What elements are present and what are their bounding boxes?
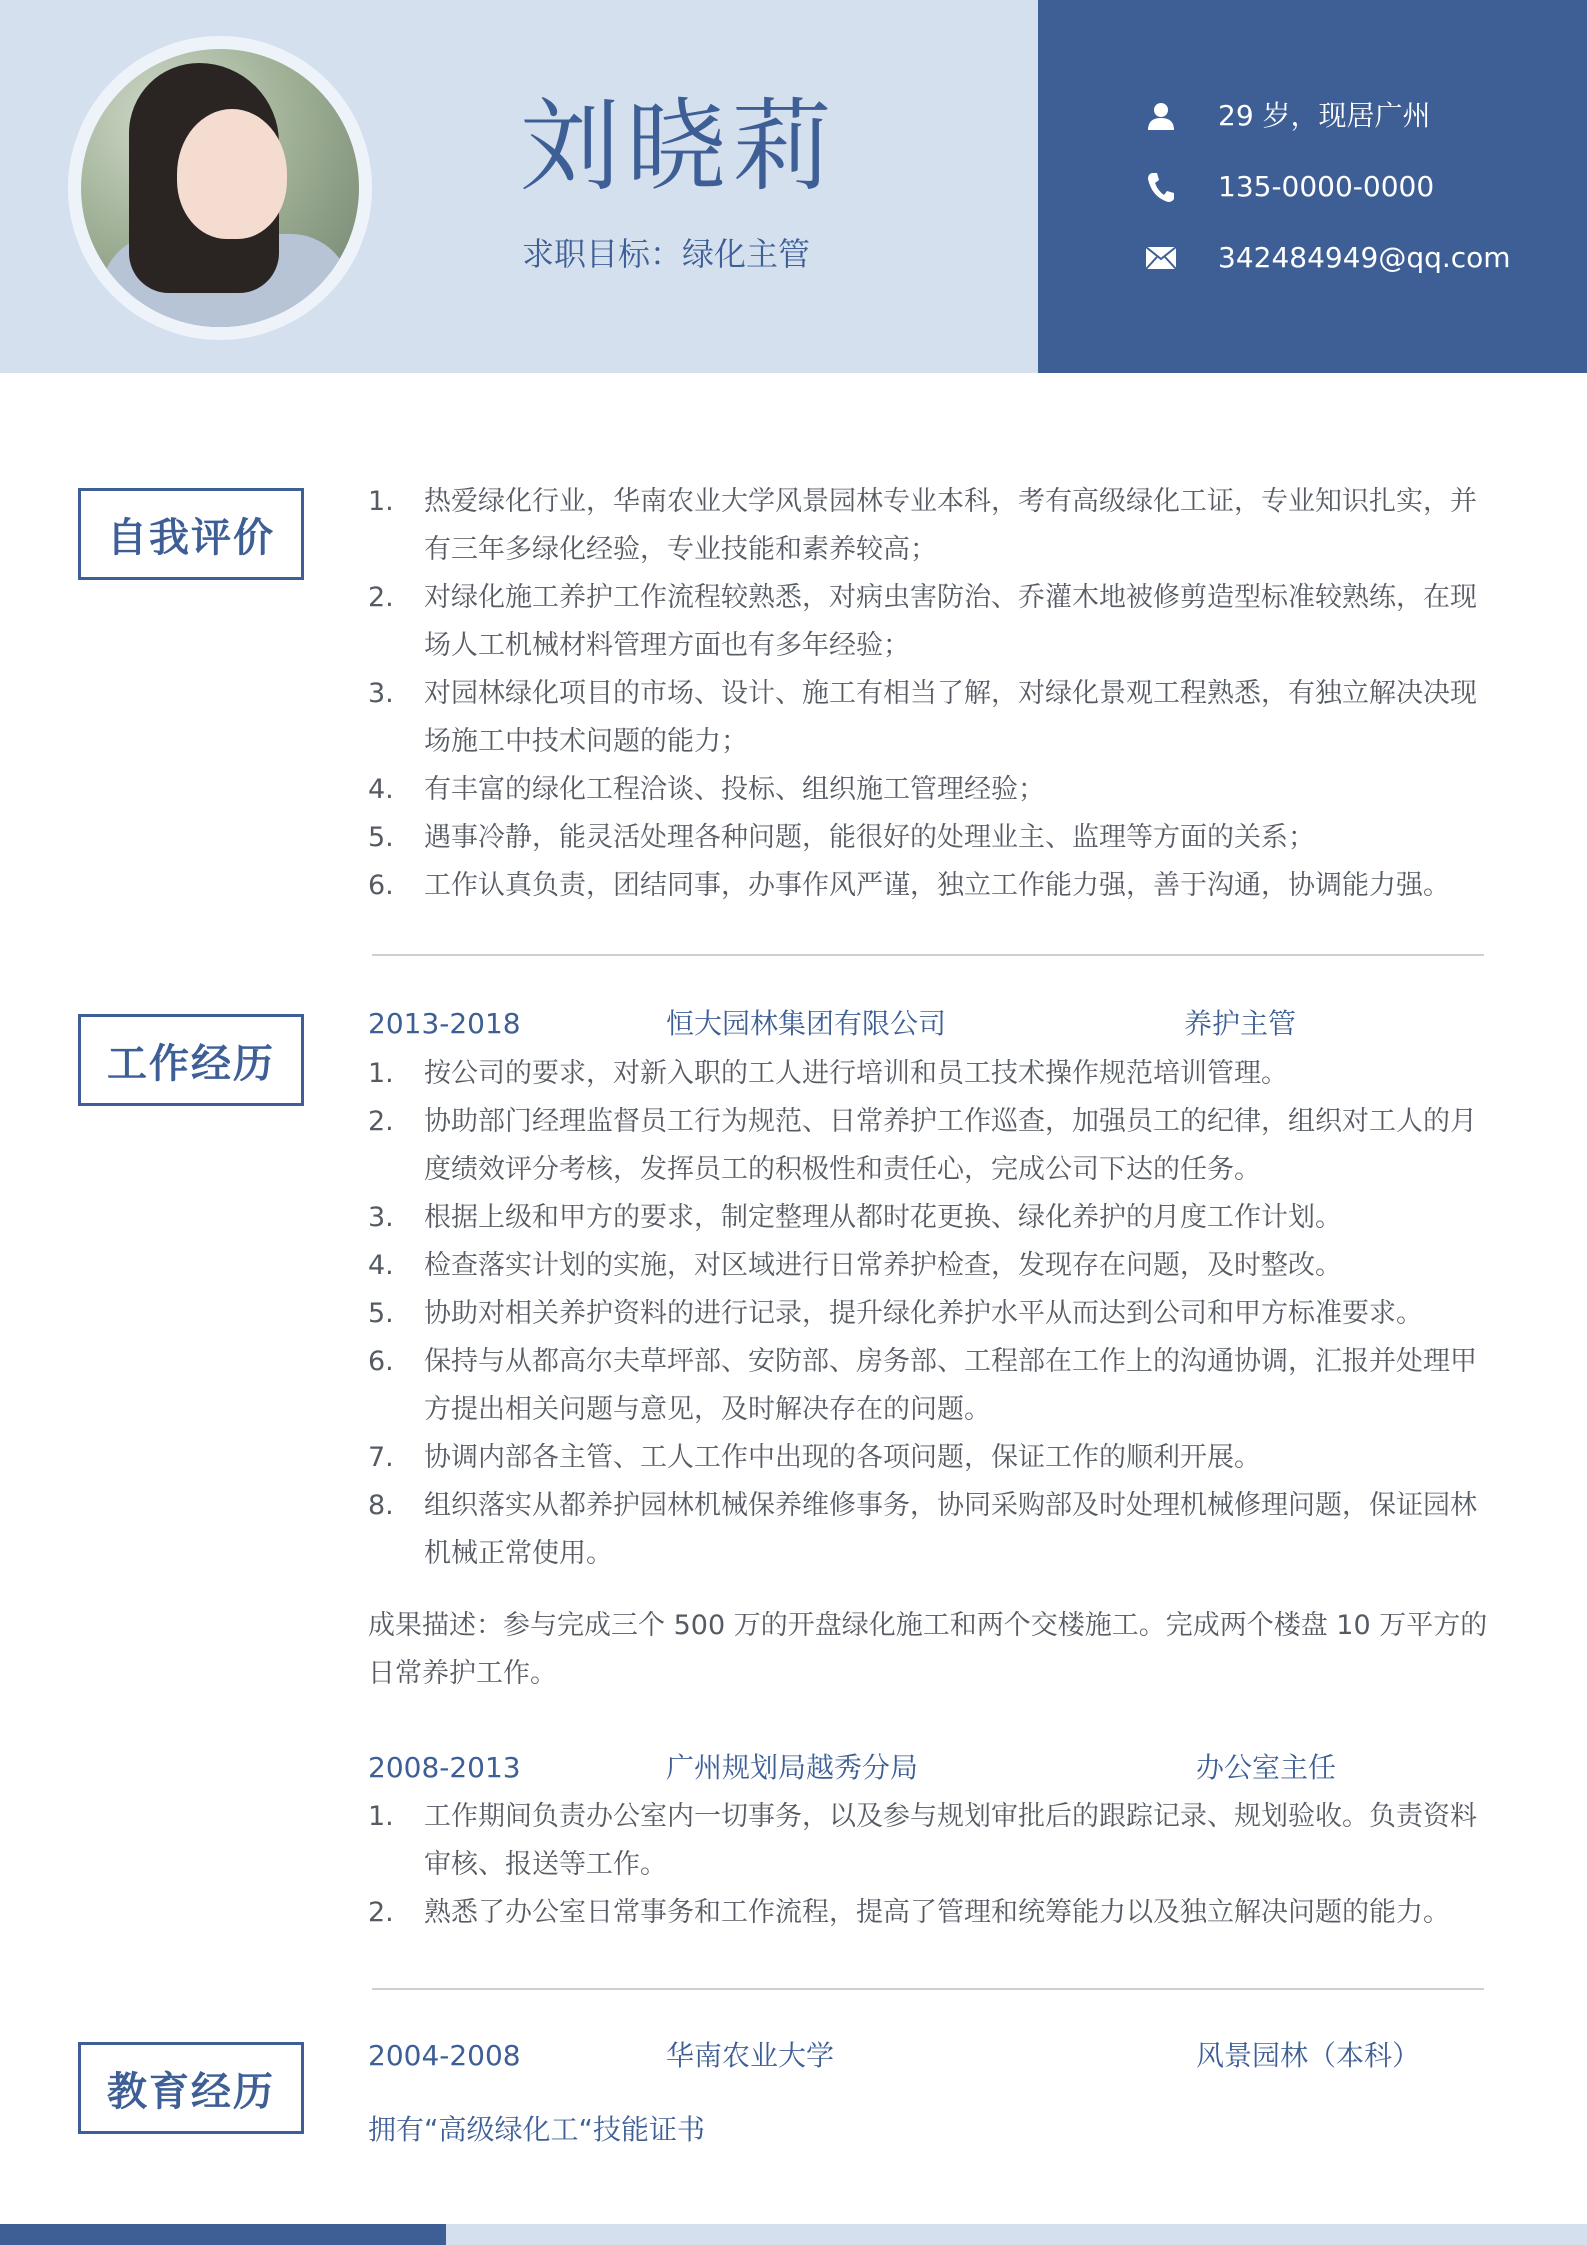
list-item: 6. 保持与从都高尔夫草坪部、安防部、房务部、工程部在工作上的沟通协调，汇报并处理甲方提出相关问题与意见，及时解决存在的问题。 xyxy=(368,1346,1477,1425)
contact-phone xyxy=(1144,165,1434,209)
section-divider xyxy=(372,1988,1484,1990)
job-header xyxy=(368,1746,1498,1790)
contact-age-location xyxy=(1144,94,1431,138)
job-target: 求职目标：绿化主管 xyxy=(522,235,811,273)
list-item: 1. 按公司的要求，对新入职的工人进行培训和员工技术操作规范培训管理。 xyxy=(368,1058,1288,1089)
job-duty-list xyxy=(368,1793,1498,1937)
list-item: 2. 对绿化施工养护工作流程较熟悉，对病虫害防治、乔灌木地被修剪造型标准较熟练，在现场人工机械材料管理方面也有多年经验； xyxy=(368,582,1477,661)
avatar xyxy=(81,49,359,327)
job-period: 2008-2013 xyxy=(368,1751,521,1784)
list-item: 1. 工作期间负责办公室内一切事务，以及参与规划审批后的跟踪记录、规划验收。负责资料审核、报送等工作。 xyxy=(368,1801,1477,1880)
age-location-value: 29 岁，现居广州 xyxy=(1218,99,1431,132)
job-achievement: 成果描述：参与完成三个 500 万的开盘绿化施工和两个交楼施工。完成两个楼盘 10 万平方的日常养护工作。 xyxy=(368,1610,1488,1689)
job-role: 办公室主任 xyxy=(1196,1751,1337,1784)
edu-title: 教育经历 xyxy=(78,2042,304,2134)
edu-certificate: 拥有“高级绿化工“技能证书 xyxy=(368,2113,706,2146)
phone-icon xyxy=(1144,170,1178,204)
job-company: 恒大园林集团有限公司 xyxy=(666,1007,947,1040)
avatar-frame xyxy=(68,36,372,340)
phone-value: 135-0000-0000 xyxy=(1218,170,1435,203)
mail-icon xyxy=(1144,241,1178,275)
contact-email[interactable] xyxy=(1144,236,1511,280)
footer-bar-light xyxy=(446,2224,1587,2245)
list-item: 8. 组织落实从都养护园林机械保养维修事务，协同采购部及时处理机械修理问题，保证园林机械正常使用。 xyxy=(368,1490,1477,1569)
list-item: 4. 有丰富的绿化工程洽谈、投标、组织施工管理经验； xyxy=(368,774,1045,805)
list-item: 6. 工作认真负责，团结同事，办事作风严谨，独立工作能力强，善于沟通，协调能力强。 xyxy=(368,870,1450,901)
self-eval-title: 自我评价 xyxy=(78,488,304,580)
edu-period: 2004-2008 xyxy=(368,2039,521,2072)
list-item: 2. 熟悉了办公室日常事务和工作流程，提高了管理和统筹能力以及独立解决问题的能力。 xyxy=(368,1897,1450,1928)
candidate-name: 刘晓莉 xyxy=(520,88,838,205)
self-eval-list xyxy=(368,478,1498,910)
edu-major: 风景园林（本科） xyxy=(1196,2039,1421,2072)
section-divider xyxy=(372,954,1484,956)
person-icon xyxy=(1144,99,1178,133)
list-item: 4. 检查落实计划的实施，对区域进行日常养护检查，发现存在问题，及时整改。 xyxy=(368,1250,1342,1281)
edu-school: 华南农业大学 xyxy=(666,2039,835,2072)
list-item: 3. 根据上级和甲方的要求，制定整理从都时花更换、绿化养护的月度工作计划。 xyxy=(368,1202,1342,1233)
job-duty-list xyxy=(368,1050,1498,1578)
job-role: 养护主管 xyxy=(1184,1007,1297,1040)
job-header xyxy=(368,1002,1498,1046)
list-item: 7. 协调内部各主管、工人工作中出现的各项问题，保证工作的顺利开展。 xyxy=(368,1442,1261,1473)
job-company: 广州规划局越秀分局 xyxy=(666,1751,919,1784)
list-item: 5. 协助对相关养护资料的进行记录，提升绿化养护水平从而达到公司和甲方标准要求。 xyxy=(368,1298,1423,1329)
list-item: 1. 热爱绿化行业，华南农业大学风景园林专业本科，考有高级绿化工证，专业知识扎实，并有三年多绿化经验，专业技能和素养较高； xyxy=(368,486,1477,565)
list-item: 5. 遇事冷静，能灵活处理各种问题，能很好的处理业主、监理等方面的关系； xyxy=(368,822,1315,853)
footer-bar-dark xyxy=(0,2224,446,2245)
edu-header xyxy=(368,2034,1498,2078)
work-title: 工作经历 xyxy=(78,1014,304,1106)
list-item: 3. 对园林绿化项目的市场、设计、施工有相当了解，对绿化景观工程熟悉，有独立解决决现场施工中技术问题的能力； xyxy=(368,678,1477,757)
email-value[interactable]: 342484949@qq.com xyxy=(1218,241,1511,274)
job-period: 2013-2018 xyxy=(368,1007,521,1040)
list-item: 2. 协助部门经理监督员工行为规范、日常养护工作巡查，加强员工的纪律，组织对工人的月度绩效评分考核，发挥员工的积极性和责任心，完成公司下达的任务。 xyxy=(368,1106,1477,1185)
